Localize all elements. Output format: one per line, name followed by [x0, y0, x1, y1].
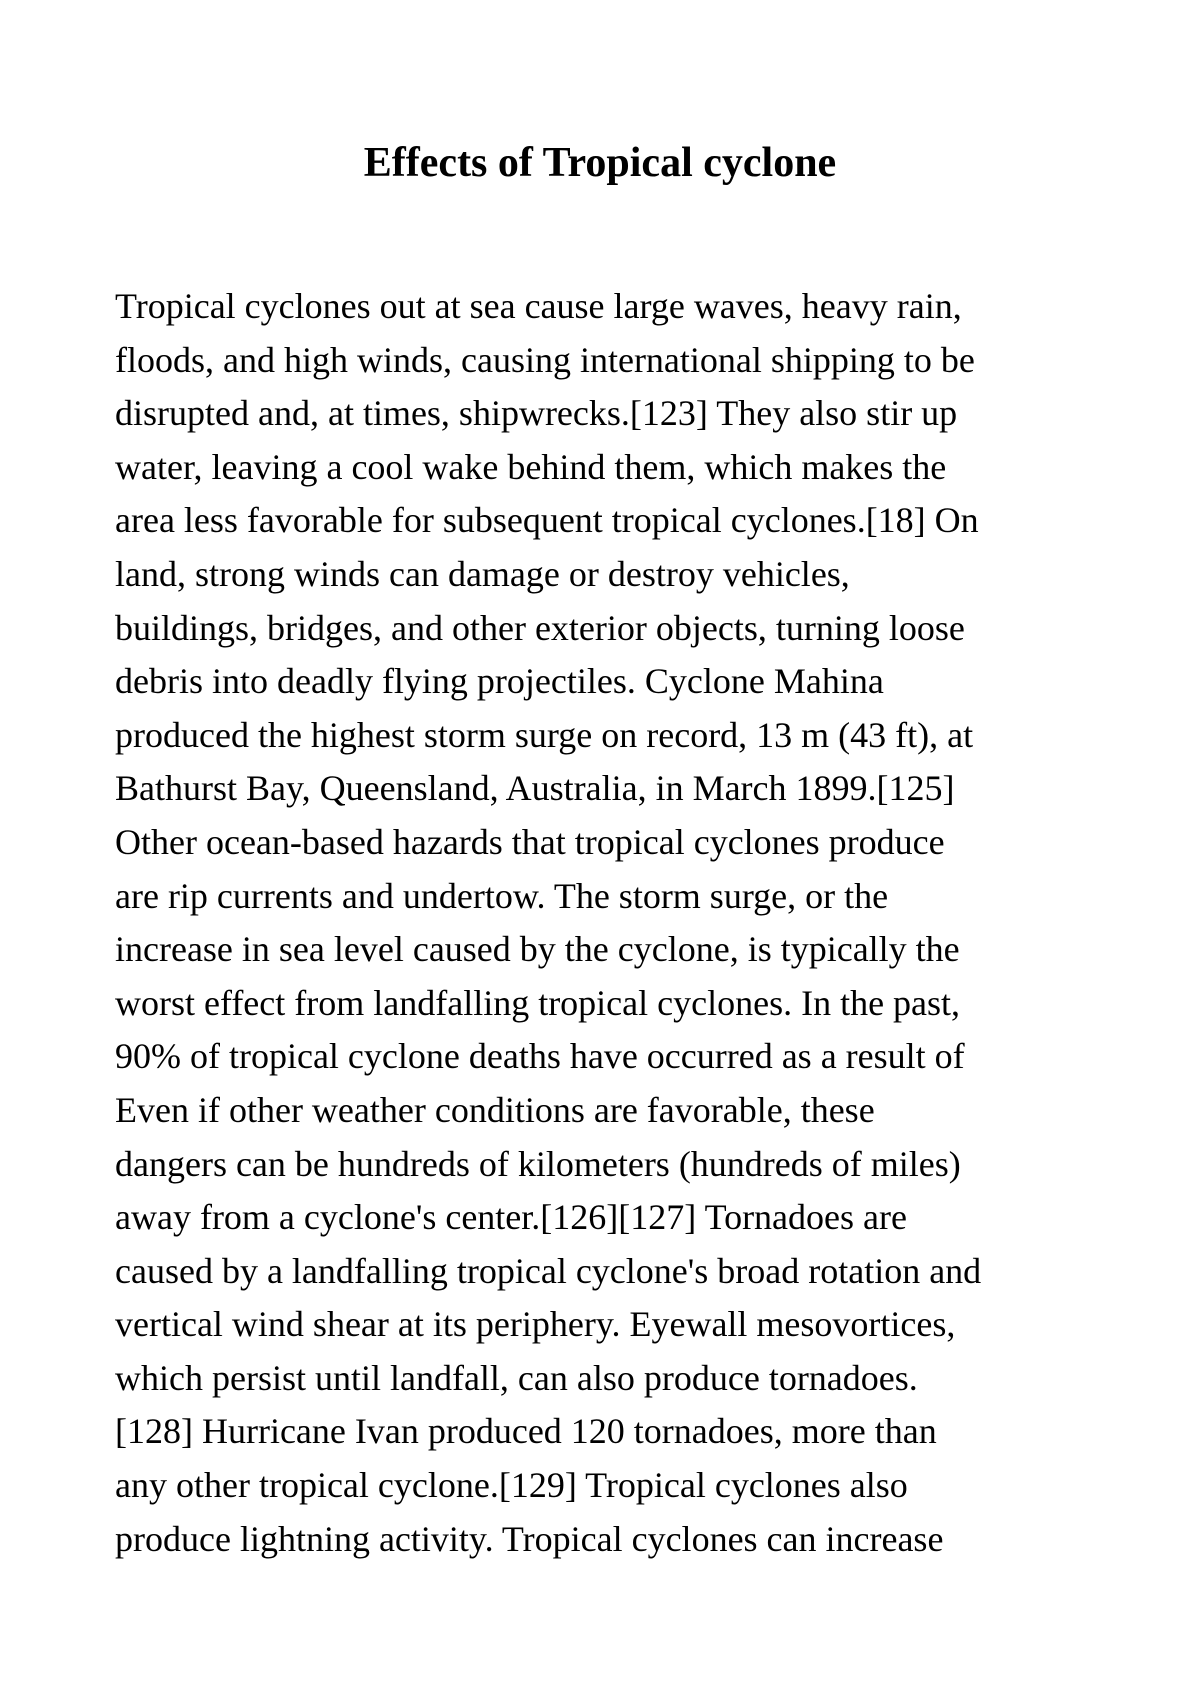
text-line: vertical wind shear at its periphery. Eyewall mesovortices, — [115, 1304, 956, 1345]
body-paragraph — [115, 280, 1115, 1566]
text-line: any other tropical cyclone.[129] Tropical cyclones also — [115, 1465, 908, 1506]
text-line: land, strong winds can damage or destroy vehicles, — [115, 553, 850, 594]
text-line: 90% of tropical cyclone deaths have occurred as a result of — [115, 1036, 965, 1077]
text-line: debris into deadly flying projectiles. Cyclone Mahina — [115, 661, 884, 702]
text-line: Tropical cyclones out at sea cause large waves, heavy rain, — [115, 286, 962, 326]
text-line: are rip currents and undertow. The storm surge, or the — [115, 875, 889, 916]
text-line: Bathurst Bay, Queensland, Australia, in March 1899.[125] — [115, 768, 955, 809]
page-title: Effects of Tropical cyclone — [363, 140, 837, 186]
text-line: disrupted and, at times, shipwrecks.[123] They also stir up — [115, 393, 958, 434]
text-line: floods, and high winds, causing international shipping to be — [115, 339, 975, 380]
text-line: dangers can be hundreds of kilometers (hundreds of miles) — [115, 1143, 961, 1184]
text-line: Even if other weather conditions are favorable, these — [115, 1089, 875, 1130]
text-line: produced the highest storm surge on record, 13 m (43 ft), at — [115, 714, 974, 755]
text-line: produce lightning activity. Tropical cyclones can increase — [115, 1518, 944, 1559]
text-line: Other ocean-based hazards that tropical cyclones produce — [115, 821, 945, 862]
text-line: increase in sea level caused by the cyclone, is typically the — [115, 929, 960, 970]
text-line: away from a cyclone's center.[126][127] Tornadoes are — [115, 1197, 907, 1238]
text-line: buildings, bridges, and other exterior objects, turning loose — [115, 607, 965, 648]
text-line: area less favorable for subsequent tropical cyclones.[18] On — [115, 500, 979, 541]
text-line: caused by a landfalling tropical cyclone's broad rotation and — [115, 1250, 982, 1291]
text-line: [128] Hurricane Ivan produced 120 tornadoes, more than — [115, 1411, 937, 1452]
text-line: water, leaving a cool wake behind them, which makes the — [115, 446, 947, 487]
text-line: worst effect from landfalling tropical cyclones. In the past, — [115, 982, 961, 1023]
text-line: which persist until landfall, can also produce tornadoes. — [115, 1357, 918, 1398]
